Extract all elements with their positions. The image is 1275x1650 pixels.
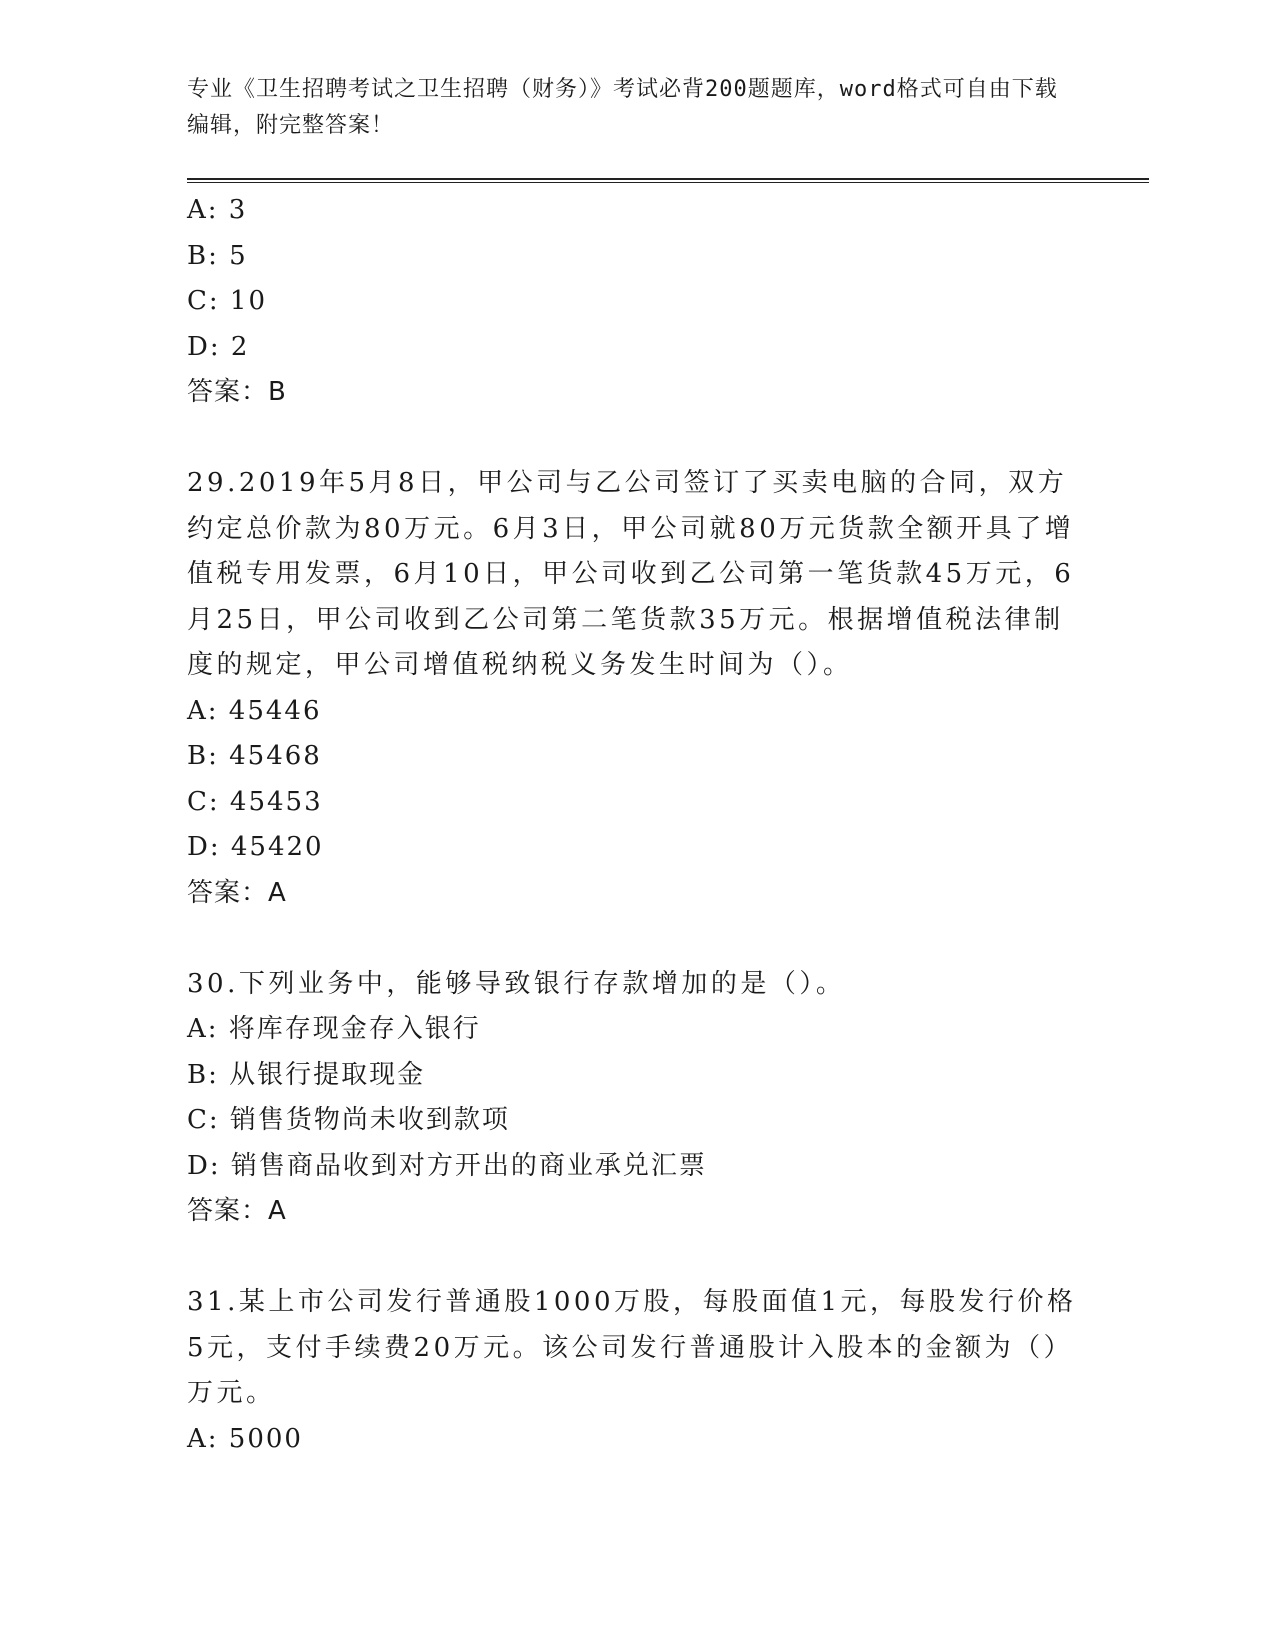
question-31 — [187, 1280, 1087, 1462]
spacer — [187, 416, 1087, 462]
document-header: 专业《卫生招聘考试之卫生招聘（财务）》考试必背200题题库，word格式可自由下载编辑，附完整答案！ — [187, 77, 1058, 138]
option-c: C: 销售货物尚未收到款项 — [187, 1105, 510, 1135]
answer-label: 答案：B — [187, 377, 287, 407]
question-stem: 30.下列业务中，能够导致银行存款增加的是（）。 — [187, 968, 846, 999]
option-d: D: 45420 — [187, 832, 324, 862]
option-d: D: 2 — [187, 331, 250, 362]
question-content — [187, 188, 1087, 1462]
option-b: B: 5 — [187, 240, 248, 271]
question-30 — [187, 962, 1087, 1235]
option-c: C: 10 — [187, 286, 268, 316]
header-divider — [187, 178, 1149, 183]
option-a: A: 将库存现金存入银行 — [187, 1014, 481, 1044]
option-b: B: 从银行提取现金 — [187, 1059, 426, 1090]
question-stem: 31.某上市公司发行普通股1000万股，每股面值1元，每股发行价格5元，支付手续费20万元。该公司发行普通股计入股本的金额为（）万元。 — [187, 1287, 1077, 1408]
spacer — [187, 916, 1087, 962]
spacer — [187, 1235, 1087, 1281]
option-a: A: 5000 — [187, 1423, 303, 1454]
question-29 — [187, 461, 1087, 916]
answer-label: 答案：A — [187, 877, 287, 908]
option-a: A: 3 — [187, 195, 248, 225]
option-a: A: 45446 — [187, 695, 322, 726]
question-stem: 29.2019年5月8日，甲公司与乙公司签订了买卖电脑的合同，双方约定总价款为80万元。6月3日，甲公司就80万元货款全额开具了增值税专用发票，6月10日，甲公司收到乙公司第一笔货款45万元，6月25日，甲公司收到乙公司第二笔货款35万元。根据增值税法律制度的规定，甲公司增值税纳税义务发生时间为（）。 — [187, 468, 1075, 680]
option-d: D: 销售商品收到对方开出的商业承兑汇票 — [187, 1150, 707, 1181]
option-b: B: 45468 — [187, 741, 322, 771]
question-28 — [187, 188, 1087, 416]
answer-label: 答案：A — [187, 1196, 287, 1226]
option-c: C: 45453 — [187, 786, 323, 817]
